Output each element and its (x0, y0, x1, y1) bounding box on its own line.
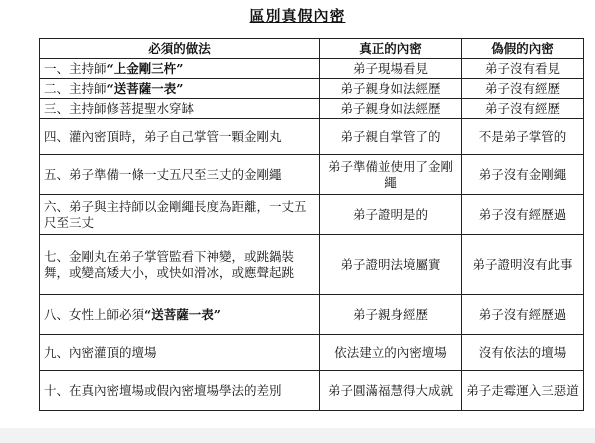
fake-cell: 弟子沒有看見 (462, 59, 584, 79)
table-row (40, 371, 584, 411)
method-cell (40, 295, 320, 335)
method-text: 八、女性上師必須 (44, 306, 145, 322)
table-row (40, 295, 584, 335)
method-cell (40, 79, 320, 99)
method-highlight: “上金剛三杵” (106, 60, 184, 76)
fake-cell: 弟子證明沒有此事 (462, 235, 584, 295)
method-cell: 四、灌內密頂時，弟子自己掌管一顆金剛丸 (40, 119, 320, 155)
genuine-cell: 弟子準備並使用了金剛繩 (320, 155, 462, 195)
header-fake: 偽假的內密 (462, 39, 584, 59)
header-genuine: 真正的內密 (320, 39, 462, 59)
method-cell (40, 59, 320, 79)
genuine-cell: 弟子圓滿福慧得大成就 (320, 371, 462, 411)
method-cell: 六、弟子與主持師以金剛繩長度為距離，一丈五尺至三丈 (40, 195, 320, 235)
genuine-cell: 弟子親身如法經歷 (320, 79, 462, 99)
method-cell: 三、主持師修菩提聖水穿缽 (40, 99, 320, 119)
table-row (40, 59, 584, 79)
fake-cell: 弟子走霉運入三惡道 (462, 371, 584, 411)
fake-cell: 弟子沒有經歷過 (462, 195, 584, 235)
table-row (40, 335, 584, 371)
comparison-table (39, 38, 584, 411)
fake-cell: 弟子沒有經歷過 (462, 295, 584, 335)
genuine-cell: 弟子親身經歷 (320, 295, 462, 335)
method-highlight: “送菩薩一表” (144, 306, 221, 322)
table-row (40, 155, 584, 195)
method-highlight: “送菩薩一表” (106, 80, 184, 96)
table-row (40, 195, 584, 235)
table-row (40, 99, 584, 119)
method-cell: 九、內密灌頂的壇場 (40, 335, 320, 371)
genuine-cell: 依法建立的內密壇場 (320, 335, 462, 371)
genuine-cell: 弟子親身如法經歷 (320, 99, 462, 119)
fake-cell: 弟子沒有經歷 (462, 79, 584, 99)
table-row (40, 235, 584, 295)
genuine-cell: 弟子現場看見 (320, 59, 462, 79)
method-cell: 十、在真內密壇場或假內密壇場學法的差別 (40, 371, 320, 411)
page-bottom-band (0, 428, 595, 443)
table-row (40, 79, 584, 99)
method-text: 二、主持師 (44, 80, 107, 96)
method-text: 一、主持師 (44, 60, 107, 76)
table-row (40, 119, 584, 155)
fake-cell: 弟子沒有經歷 (462, 99, 584, 119)
genuine-cell: 弟子證明法境屬實 (320, 235, 462, 295)
fake-cell: 沒有依法的壇場 (462, 335, 584, 371)
method-cell: 七、金剛丸在弟子掌管監看下神變，或跳鍋裝舞，或變高矮大小，或快如滑冰，或應聲起跳 (40, 235, 320, 295)
fake-cell: 弟子沒有金剛繩 (462, 155, 584, 195)
genuine-cell: 弟子親自掌管了的 (320, 119, 462, 155)
header-method: 必須的做法 (40, 39, 320, 59)
table-header-row (40, 39, 584, 59)
method-cell: 五、弟子準備一條一丈五尺至三丈的金剛繩 (40, 155, 320, 195)
document-title: 區別真假內密 (249, 7, 346, 25)
fake-cell: 不是弟子掌管的 (462, 119, 584, 155)
genuine-cell: 弟子證明是的 (320, 195, 462, 235)
